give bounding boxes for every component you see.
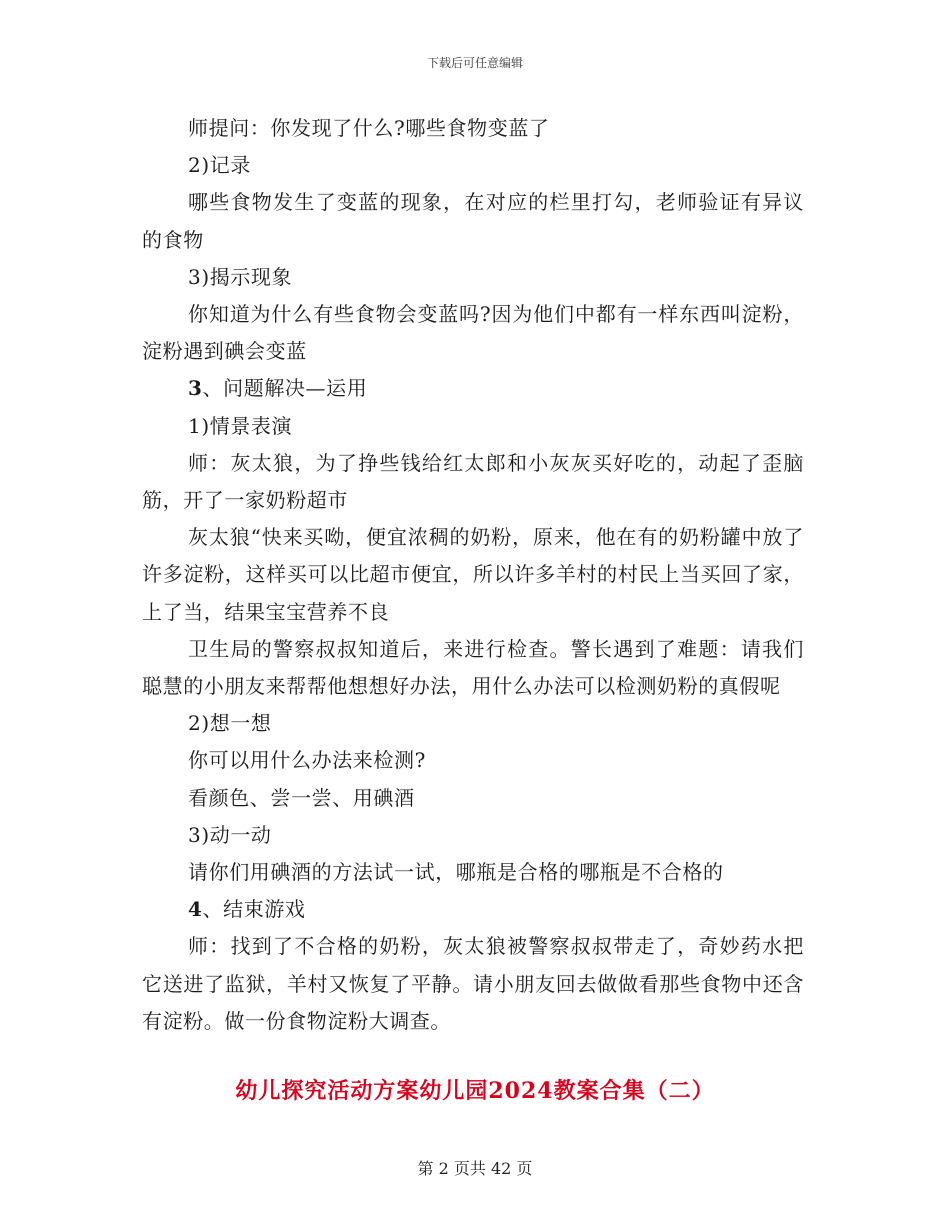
paragraph-text: 看颜色、尝一尝、用碘酒 — [188, 785, 415, 810]
paragraph-text: 师：找到了不合格的奶粉，灰太狼被警察叔叔带走了，奇妙药水把它送进了监狱，羊村又恢复了平静。请小朋友回去做做看那些食物中还含有淀粉。做一份食物淀粉大调查。 — [142, 934, 804, 1033]
paragraph-text: 2)想一想 — [188, 711, 272, 736]
paragraph-4 — [142, 259, 804, 296]
paragraph-13 — [142, 780, 804, 817]
paragraph-14 — [142, 817, 804, 854]
paragraph-11 — [142, 705, 804, 742]
paragraph-10 — [142, 631, 804, 705]
paragraph-3 — [142, 184, 804, 258]
paragraph-text: 你知道为什么有些食物会变蓝吗?因为他们中都有一样东西叫淀粉，淀粉遇到碘会变蓝 — [142, 302, 804, 364]
document-body — [142, 110, 804, 1040]
paragraph-15 — [142, 854, 804, 891]
section-number: 4 — [188, 897, 203, 922]
paragraph-text: 哪些食物发生了变蓝的现象，在对应的栏里打勾，老师验证有异议的食物 — [142, 190, 804, 252]
paragraph-text: 3)动一动 — [188, 822, 272, 847]
paragraph-text: 卫生局的警察叔叔知道后，来进行检查。警长遇到了难题：请我们聪慧的小朋友来帮帮他想想好办法，用什么办法可以检测奶粉的真假呢 — [142, 636, 804, 699]
paragraph-text: 2)记录 — [188, 153, 251, 178]
paragraph-text: 1)情景表演 — [188, 413, 293, 438]
paragraph-text: 3)揭示现象 — [188, 264, 293, 289]
paragraph-17 — [142, 928, 804, 1040]
download-note: 下载后可任意编辑 — [426, 56, 523, 70]
paragraph-7 — [142, 408, 804, 445]
paragraph-text: 师提问：你发现了什么?哪些食物变蓝了 — [188, 116, 550, 140]
paragraph-9 — [142, 519, 804, 631]
paragraph-6 — [142, 370, 804, 407]
paragraph-text: 你可以用什么办法来检测? — [188, 748, 426, 773]
paragraph-text: 请你们用碘酒的方法试一试，哪瓶是合格的哪瓶是不合格的 — [188, 860, 724, 885]
paragraph-1 — [142, 110, 804, 147]
paragraph-text: 、结束游戏 — [202, 897, 306, 922]
paragraph-text: 灰太狼“快来买呦，便宜浓稠的奶粉，原来，他在有的奶粉罐中放了许多淀粉，这样买可以比超市便宜，所以许多羊村的村民上当买回了家，上了当，结果宝宝营养不良 — [142, 525, 804, 624]
paragraph-2 — [142, 147, 804, 184]
paragraph-5 — [142, 296, 804, 370]
page-number: 第 2 页共 42 页 — [417, 1159, 533, 1178]
paragraph-16 — [142, 891, 804, 928]
section-title: 幼儿探究活动方案幼儿园2024教案合集（二） — [235, 1078, 715, 1104]
paragraph-8 — [142, 445, 804, 519]
paragraph-text: 、问题解决—运用 — [202, 376, 368, 401]
section-number: 3 — [188, 376, 203, 401]
paragraph-text: 师：灰太狼，为了挣些钱给红太郎和小灰灰买好吃的，动起了歪脑筋，开了一家奶粉超市 — [142, 450, 804, 513]
paragraph-12 — [142, 742, 804, 779]
